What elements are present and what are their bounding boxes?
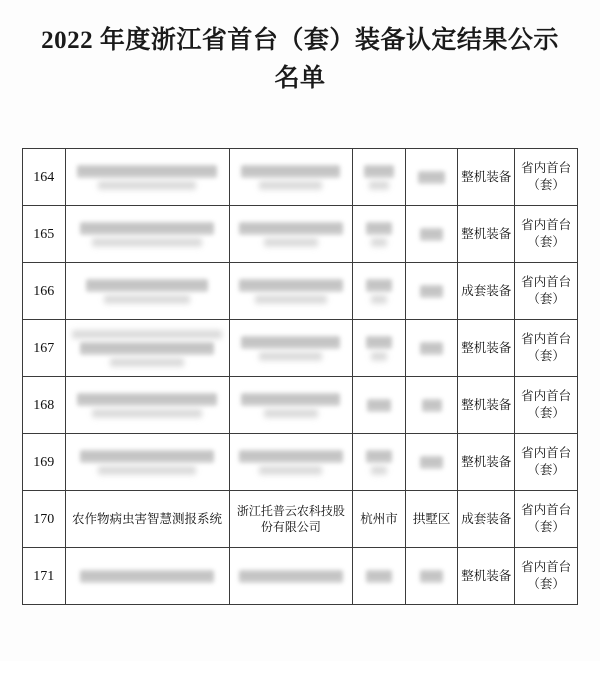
row-index-cell <box>23 263 66 320</box>
table-row <box>23 263 578 320</box>
company-name-cell <box>229 263 353 320</box>
product-name-cell <box>65 548 229 605</box>
equipment-type: 整机装备 <box>461 397 512 412</box>
table-row <box>23 548 578 605</box>
equipment-type-cell <box>458 434 515 491</box>
equipment-type-cell <box>458 377 515 434</box>
equipment-type: 整机装备 <box>461 340 512 355</box>
redacted-company-name <box>230 386 353 425</box>
redacted-city <box>353 329 405 368</box>
redacted-product-name <box>66 386 229 425</box>
redacted-city <box>353 443 405 482</box>
certification-level: 省内首台（套） <box>521 332 572 363</box>
company-name-cell <box>229 434 353 491</box>
certification-level: 省内首台（套） <box>521 389 572 420</box>
row-index: 167 <box>33 340 55 356</box>
certification-level-cell <box>515 491 578 548</box>
redacted-company-name <box>230 272 353 311</box>
equipment-type: 整机装备 <box>461 568 512 583</box>
district-cell <box>405 377 458 434</box>
redacted-company-name <box>230 563 353 590</box>
row-index: 164 <box>33 169 55 185</box>
table-row <box>23 434 578 491</box>
company-name-cell <box>229 206 353 263</box>
certification-level-cell <box>515 263 578 320</box>
redacted-district <box>406 164 458 191</box>
product-name-cell <box>65 149 229 206</box>
certification-level-cell <box>515 320 578 377</box>
row-index-cell <box>23 434 66 491</box>
redacted-product-name <box>66 563 229 590</box>
table-row <box>23 377 578 434</box>
city-cell <box>353 206 406 263</box>
certification-level-cell <box>515 434 578 491</box>
row-index: 168 <box>33 397 55 413</box>
equipment-listing-table <box>22 148 578 605</box>
certification-level: 省内首台（套） <box>521 218 572 249</box>
certification-level-cell <box>515 548 578 605</box>
equipment-type: 成套装备 <box>461 283 512 298</box>
certification-level: 省内首台（套） <box>521 161 572 192</box>
equipment-type-cell <box>458 491 515 548</box>
product-name-cell <box>65 377 229 434</box>
product-name: 农作物病虫害智慧测报系统 <box>72 511 223 526</box>
redacted-district <box>406 221 458 248</box>
equipment-type-cell <box>458 149 515 206</box>
redacted-city <box>353 272 405 311</box>
row-index-cell <box>23 320 66 377</box>
company-name-cell <box>229 548 353 605</box>
redacted-company-name <box>230 329 353 368</box>
redacted-product-name <box>66 215 229 254</box>
row-index: 170 <box>33 511 55 527</box>
city-cell <box>353 263 406 320</box>
row-index-cell <box>23 377 66 434</box>
redacted-company-name <box>230 215 353 254</box>
redacted-city <box>353 563 405 590</box>
product-name-cell <box>65 491 229 548</box>
row-index-cell <box>23 491 66 548</box>
district-cell <box>405 434 458 491</box>
certification-level-cell <box>515 149 578 206</box>
city-cell <box>353 149 406 206</box>
redacted-city <box>353 215 405 254</box>
row-index-cell <box>23 149 66 206</box>
page-title: 2022 年度浙江省首台（套）装备认定结果公示名单 <box>41 27 559 92</box>
equipment-type-cell <box>458 206 515 263</box>
certification-level: 省内首台（套） <box>521 446 572 477</box>
redacted-product-name <box>66 272 229 311</box>
city-cell <box>353 320 406 377</box>
equipment-type-cell <box>458 320 515 377</box>
equipment-type: 整机装备 <box>461 169 512 184</box>
equipment-type-cell <box>458 263 515 320</box>
equipment-type: 整机装备 <box>461 226 512 241</box>
equipment-type: 整机装备 <box>461 454 512 469</box>
row-index: 166 <box>33 283 55 299</box>
certification-level-cell <box>515 206 578 263</box>
district-cell <box>405 263 458 320</box>
redacted-product-name <box>66 323 229 374</box>
page-bottom-edge <box>0 661 600 677</box>
district-cell <box>405 320 458 377</box>
redacted-city <box>353 158 405 197</box>
certification-level-cell <box>515 377 578 434</box>
redacted-city <box>353 392 405 419</box>
row-index: 171 <box>33 568 55 584</box>
redacted-company-name <box>230 443 353 482</box>
redacted-district <box>406 449 458 476</box>
certification-level: 省内首台（套） <box>521 560 572 591</box>
product-name-cell <box>65 320 229 377</box>
row-index: 165 <box>33 226 55 242</box>
certification-level: 省内首台（套） <box>521 275 572 306</box>
city-name: 杭州市 <box>360 511 398 526</box>
company-name-cell <box>229 149 353 206</box>
equipment-listing-table-wrapper <box>22 148 578 605</box>
redacted-company-name <box>230 158 353 197</box>
row-index-cell <box>23 548 66 605</box>
table-row <box>23 149 578 206</box>
equipment-type-cell <box>458 548 515 605</box>
table-row <box>23 206 578 263</box>
city-cell <box>353 548 406 605</box>
redacted-district <box>406 563 458 590</box>
city-cell <box>353 377 406 434</box>
city-cell <box>353 491 406 548</box>
district-name: 拱墅区 <box>412 511 451 526</box>
product-name-cell <box>65 263 229 320</box>
company-name-cell <box>229 320 353 377</box>
product-name-cell <box>65 206 229 263</box>
product-name-cell <box>65 434 229 491</box>
district-cell <box>405 491 458 548</box>
redacted-district <box>406 335 458 362</box>
company-name-cell <box>229 377 353 434</box>
row-index: 169 <box>33 454 55 470</box>
city-cell <box>353 434 406 491</box>
redacted-district <box>406 392 458 419</box>
company-name-cell <box>229 491 353 548</box>
district-cell <box>405 548 458 605</box>
redacted-district <box>406 278 458 305</box>
equipment-type: 成套装备 <box>461 511 512 526</box>
district-cell <box>405 206 458 263</box>
district-cell <box>405 149 458 206</box>
certification-level: 省内首台（套） <box>521 503 572 534</box>
redacted-product-name <box>66 158 229 197</box>
table-row <box>23 491 578 548</box>
row-index-cell <box>23 206 66 263</box>
redacted-product-name <box>66 443 229 482</box>
table-row <box>23 320 578 377</box>
company-name: 浙江托普云农科技股份有限公司 <box>236 504 345 534</box>
